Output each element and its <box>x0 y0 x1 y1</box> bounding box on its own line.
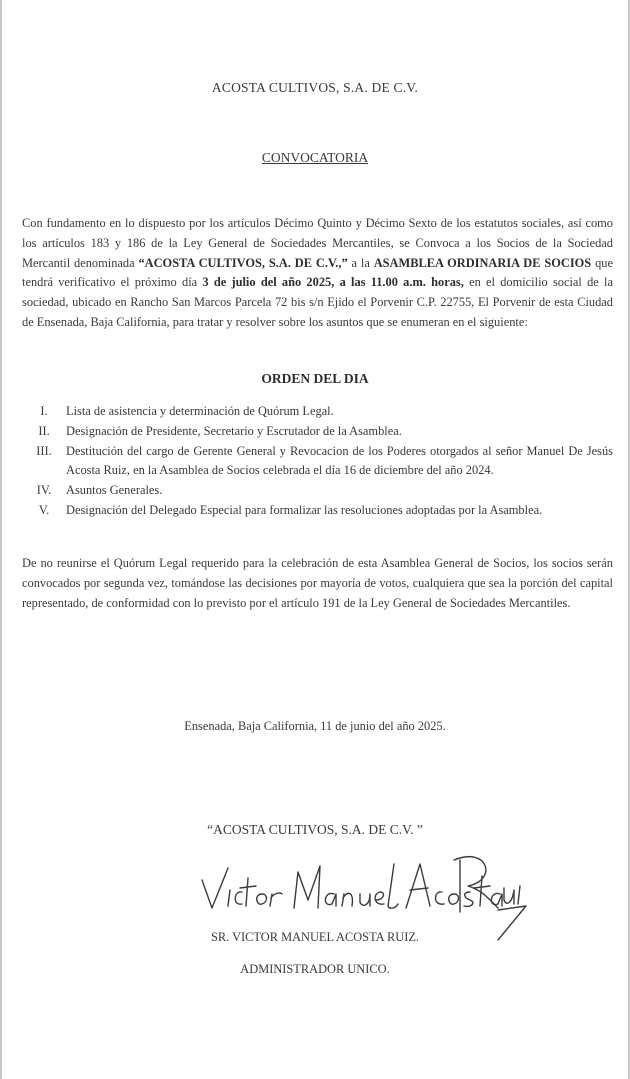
agenda-item-number: I. <box>40 404 48 418</box>
agenda-item-number: III. <box>36 443 52 458</box>
agenda-item-text: Designación de Presidente, Secretario y Escrutador de la Asamblea. <box>66 423 402 438</box>
agenda-heading: ORDEN DEL DIA <box>261 371 369 386</box>
closing-paragraph: De no reunirse el Quórum Legal requerido para la celebración de esta Asamblea General de Socios, los socios serán convocados por segunda vez, tomándose las decisiones por mayoría de votos, cualquiera que sea la porción del capital representado, de conformidad con lo previsto por el artículo 191 de la Ley General de Sociedades Mercantiles. <box>22 556 613 610</box>
intro-text-1: Con fundamento en lo dispuesto por los artículos Décimo Quinto y Décimo Sexto de los estatutos sociales, así como los artículos 183 y 186 de la Ley General de Sociedades Mercantiles, se Convoca a los Socios de la Sociedad Mercantil denominada <box>22 216 613 270</box>
place-date: Ensenada, Baja California, 11 de junio del año 2025. <box>184 719 446 733</box>
intro-company-name: “ACOSTA CULTIVOS, S.A. DE C.V.,” <box>138 255 348 270</box>
company-header: ACOSTA CULTIVOS, S.A. DE C.V. <box>211 80 419 95</box>
signature-company: “ACOSTA CULTIVOS, S.A. DE C.V. ” <box>207 822 423 837</box>
agenda-item-text: Asuntos Generales. <box>66 483 163 498</box>
agenda-item <box>22 422 613 442</box>
agenda-list <box>22 402 613 521</box>
intro-text-3: que tendrá verificativo el próximo día <box>22 255 613 290</box>
agenda-item-text: Designación del Delegado Especial para formalizar las resoluciones adoptadas por la Asamblea. <box>66 502 543 517</box>
signer-role: ADMINISTRADOR UNICO. <box>240 962 390 976</box>
intro-text-2: a la <box>347 255 374 270</box>
intro-date-time: 3 de julio del año 2025, a las 11.00 a.m. horas, <box>202 275 464 290</box>
agenda-item <box>22 501 613 521</box>
document-title <box>2 150 628 166</box>
document-title-text: CONVOCATORIA <box>261 150 369 165</box>
agenda-item <box>22 402 613 422</box>
agenda-item-number: V. <box>38 502 50 517</box>
agenda-item <box>22 481 613 501</box>
agenda-item-number: IV. <box>36 483 52 498</box>
intro-text-4: en el domicilio social de la sociedad, ubicado en Rancho San Marcos Parcela 72 bis s/n Ejido el Porvenir C.P. 22755, El Porvenir de esta Ciudad de Ensenada, Baja California, para tratar y resolver sobre los asuntos que se enumeran en el siguiente: <box>22 275 613 329</box>
intro-assembly-type: ASAMBLEA ORDINARIA DE SOCIOS <box>373 255 592 270</box>
agenda-item-number: II. <box>38 423 50 438</box>
intro-paragraph <box>22 214 613 333</box>
signer-name: SR. VICTOR MANUEL ACOSTA RUIZ. <box>210 930 420 944</box>
agenda-item <box>22 442 613 482</box>
agenda-item-text: Lista de asistencia y determinación de Quórum Legal. <box>66 404 334 418</box>
agenda-item-text: Destitución del cargo de Gerente General y Revocacion de los Poderes otorgados al señor Manuel De Jesús Acosta Ruiz, en la Asamblea de Socios celebrada el día 16 de diciembre del año 2024. <box>66 443 613 478</box>
